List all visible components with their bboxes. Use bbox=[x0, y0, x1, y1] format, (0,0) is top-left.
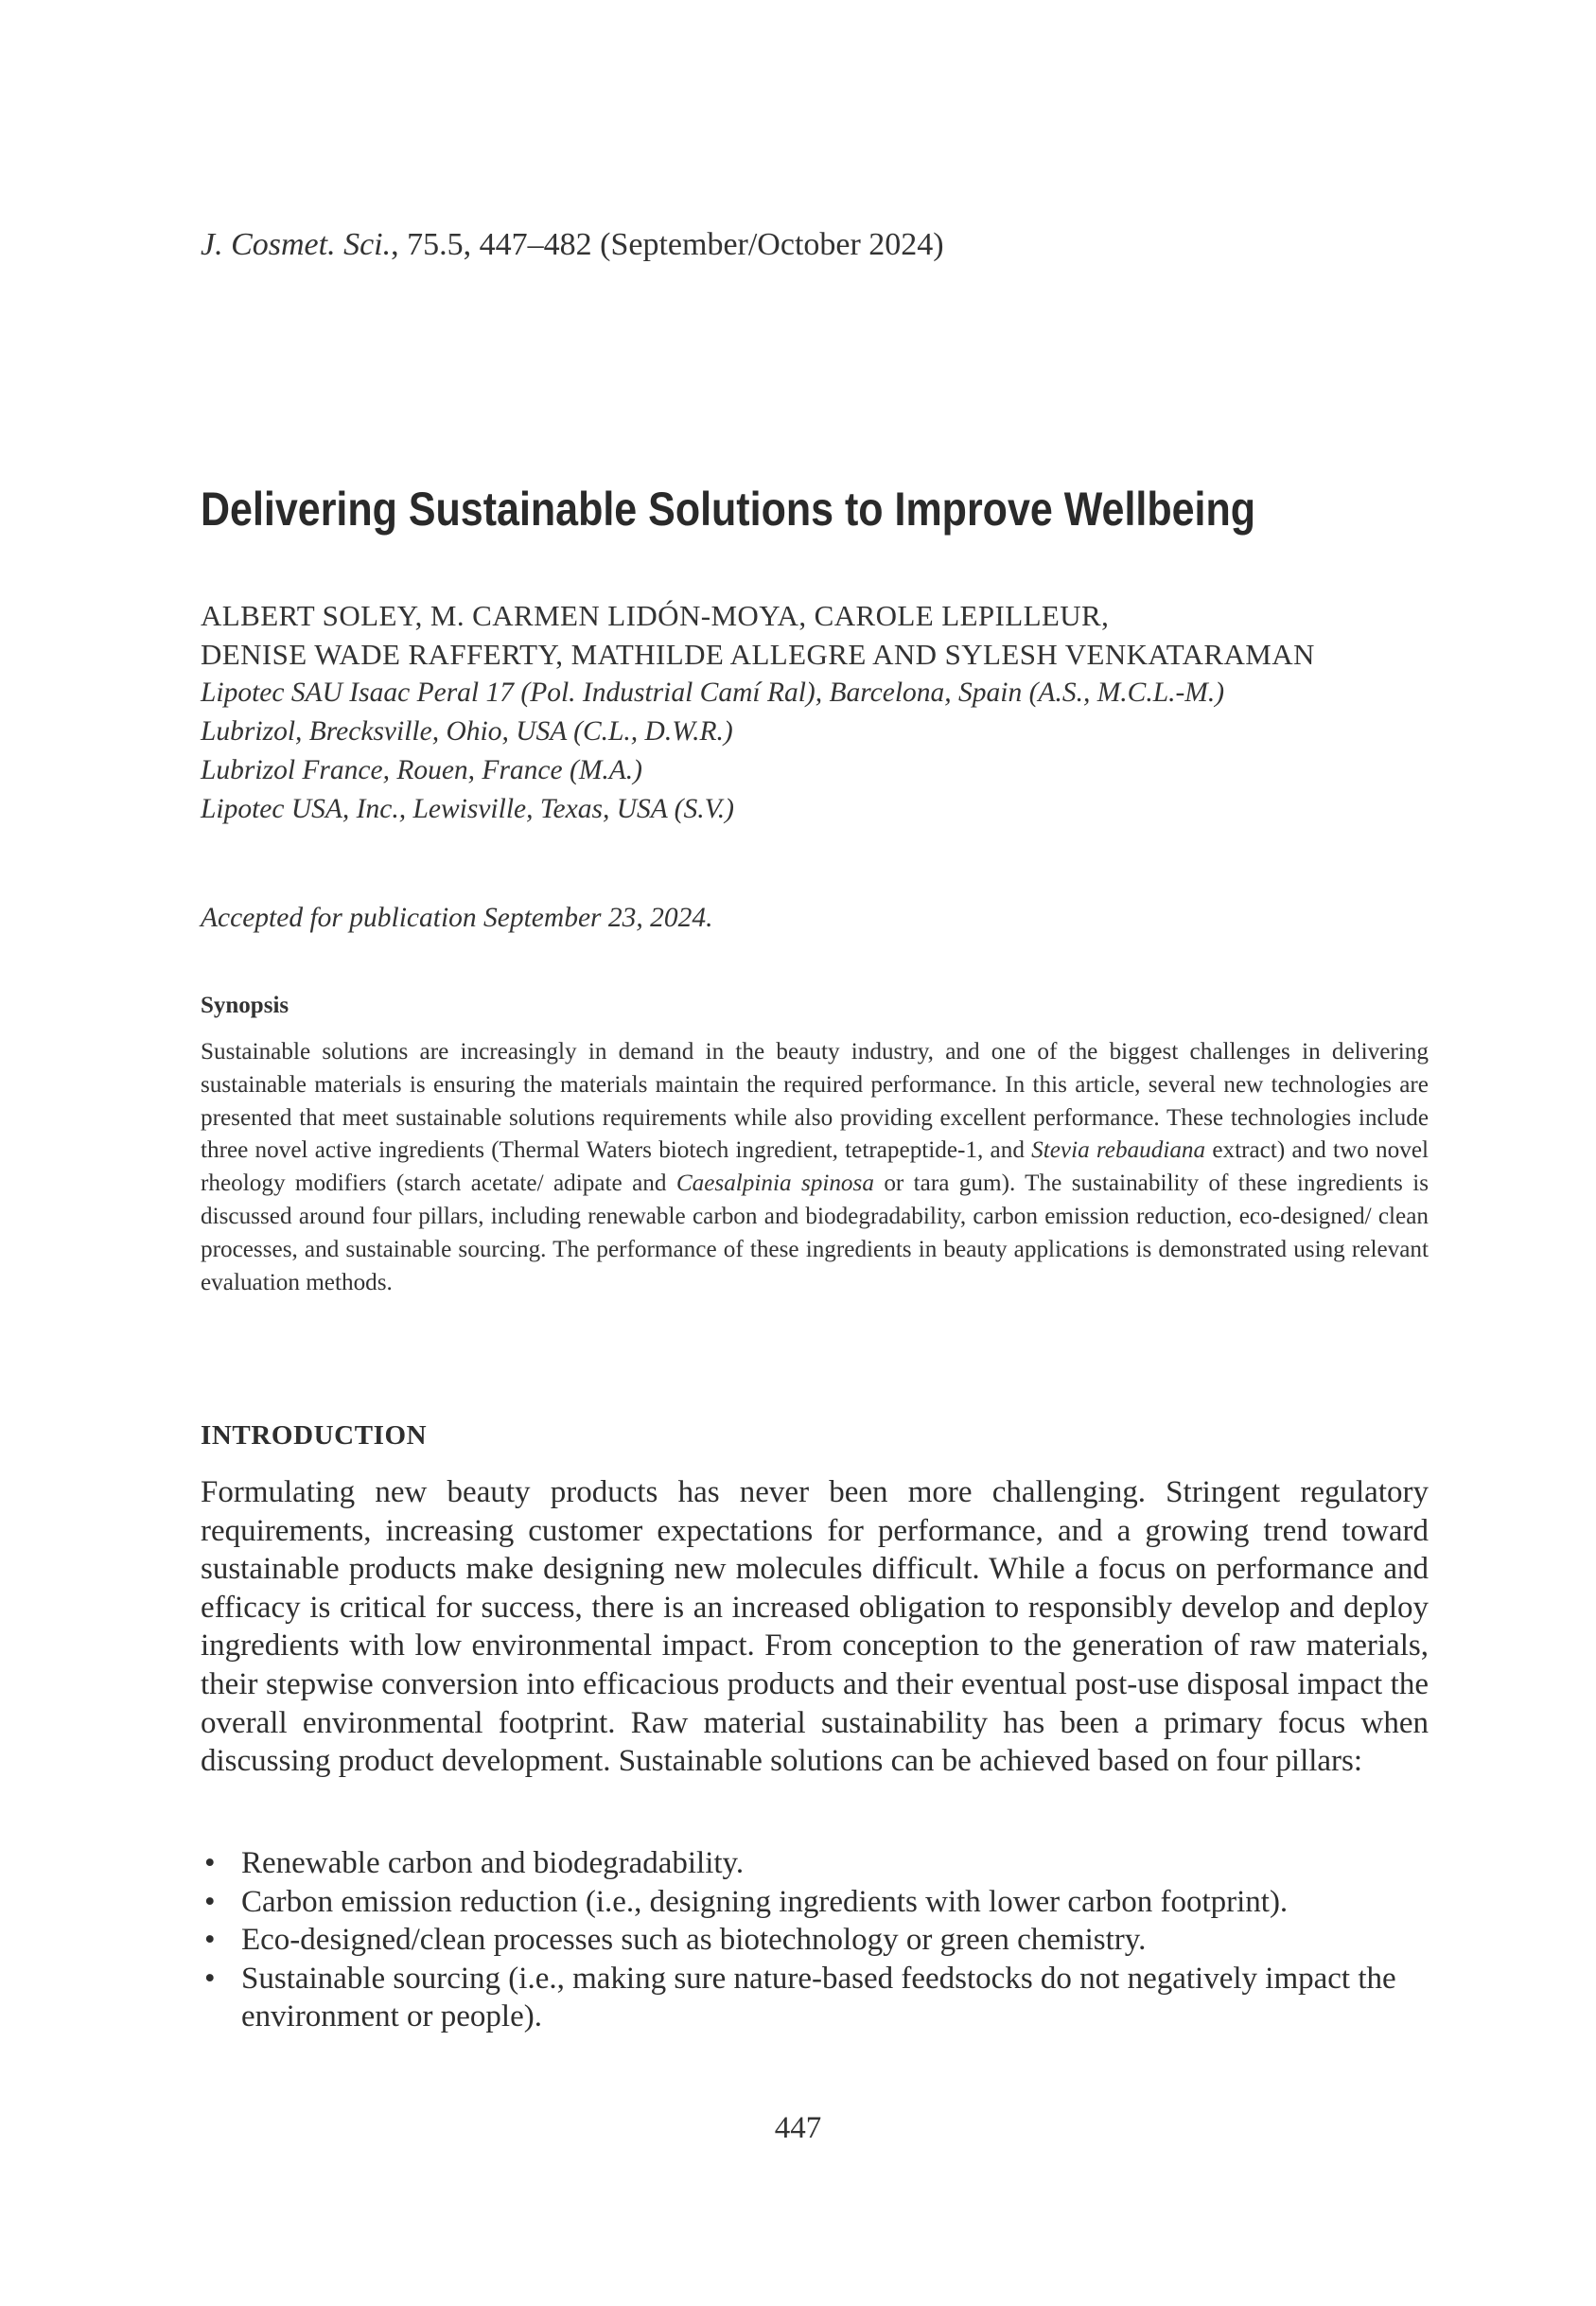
bullet-icon: • bbox=[204, 1884, 216, 1919]
list-item-text: Renewable carbon and biodegradability. bbox=[241, 1846, 745, 1880]
bullet-icon: • bbox=[204, 1846, 216, 1880]
synopsis-heading: Synopsis bbox=[201, 993, 289, 1018]
list-item-text: Sustainable sourcing (i.e., making sure nature-based feedstocks do not negatively impact the environment or people). bbox=[241, 1961, 1396, 2034]
synopsis-text-part: Sustainable solutions are increasingly in demand in the beauty industry, and one of the biggest challenges in delivering sustainable materials is ensuring the materials maintain the required performance. In this article, several new technologies are presented that meet sustainable solutions requirements while also providing excellent performance. These technologies include three novel active ingredients (Thermal Waters biotech ingredient, tetrapeptide-1, and bbox=[201, 1039, 1429, 1164]
list-item bbox=[201, 1844, 1429, 1883]
journal-abbrev: J. Cosmet. Sci. bbox=[201, 227, 392, 262]
list-item bbox=[201, 1883, 1429, 1922]
affiliation-list bbox=[201, 674, 1429, 829]
journal-volume-pages: , 75.5, 447–482 (September/October 2024) bbox=[391, 227, 944, 262]
journal-citation bbox=[201, 224, 944, 266]
synopsis-species-name: Caesalpinia spinosa bbox=[675, 1171, 874, 1197]
affiliation: Lubrizol, Brecksville, Ohio, USA (C.L., D.W.R.) bbox=[201, 716, 733, 747]
introduction-heading: INTRODUCTION bbox=[201, 1420, 428, 1451]
synopsis-text-part: or tara gum). The sustainability of these ingredients is discussed around four pillars, including renewable carbon and biodegradability, carbon emission reduction, eco-designed/ clean processes, and sustainable sourcing. The performance of these ingredients in beauty applications is demonstrated using relevant evaluation methods. bbox=[201, 1171, 1429, 1295]
affiliation: Lipotec USA, Inc., Lewisville, Texas, USA (S.V.) bbox=[201, 794, 735, 824]
list-item-text: Carbon emission reduction (i.e., designing ingredients with lower carbon footprint). bbox=[241, 1884, 1289, 1919]
author-line: DENISE WADE RAFFERTY, MATHILDE ALLEGRE AND SYLESH VENKATARAMAN bbox=[201, 638, 1315, 671]
list-item bbox=[201, 1960, 1429, 2036]
synopsis-text bbox=[201, 1036, 1429, 1299]
bullet-icon: • bbox=[204, 1961, 216, 1996]
affiliation: Lipotec SAU Isaac Peral 17 (Pol. Industrial Camí Ral), Barcelona, Spain (A.S., M.C.L.-M.) bbox=[201, 678, 1225, 708]
list-item-text: Eco-designed/clean processes such as biotechnology or green chemistry. bbox=[241, 1923, 1147, 1958]
list-item bbox=[201, 1921, 1429, 1960]
pillars-list bbox=[201, 1844, 1429, 2036]
synopsis-species-name: Stevia rebaudiana bbox=[1031, 1137, 1206, 1164]
article-title: Delivering Sustainable Solutions to Improve Wellbeing bbox=[201, 483, 1256, 536]
page-number: 447 bbox=[774, 2111, 822, 2145]
introduction-paragraph: Formulating new beauty products has never been more challenging. Stringent regulatory requirements, increasing customer expectations for performance, and a growing trend toward sustainable products make designing new molecules difficult. While a focus on performance and efficacy is critical for success, there is an increased obligation to responsibly develop and deploy ingredients with low environmental impact. From conception to the generation of raw materials, their stepwise conversion into efficacious products and their eventual post-use disposal impact the overall environmental footprint. Raw material sustainability has been a primary focus when discussing product development. Sustainable solutions can be achieved based on four pillars: bbox=[201, 1475, 1429, 1779]
journal-page bbox=[201, 0, 1429, 2306]
affiliation: Lubrizol France, Rouen, France (M.A.) bbox=[201, 755, 642, 785]
bullet-icon: • bbox=[204, 1923, 216, 1958]
synopsis-text-part: extract) and two novel rheology modifiers (starch acetate/ adipate and bbox=[201, 1137, 1429, 1197]
author-line: ALBERT SOLEY, M. CARMEN LIDÓN-MOYA, CAROLE LEPILLEUR, bbox=[201, 599, 1110, 632]
acceptance-date: Accepted for publication September 23, 2024. bbox=[201, 903, 713, 933]
author-list bbox=[201, 596, 1429, 674]
